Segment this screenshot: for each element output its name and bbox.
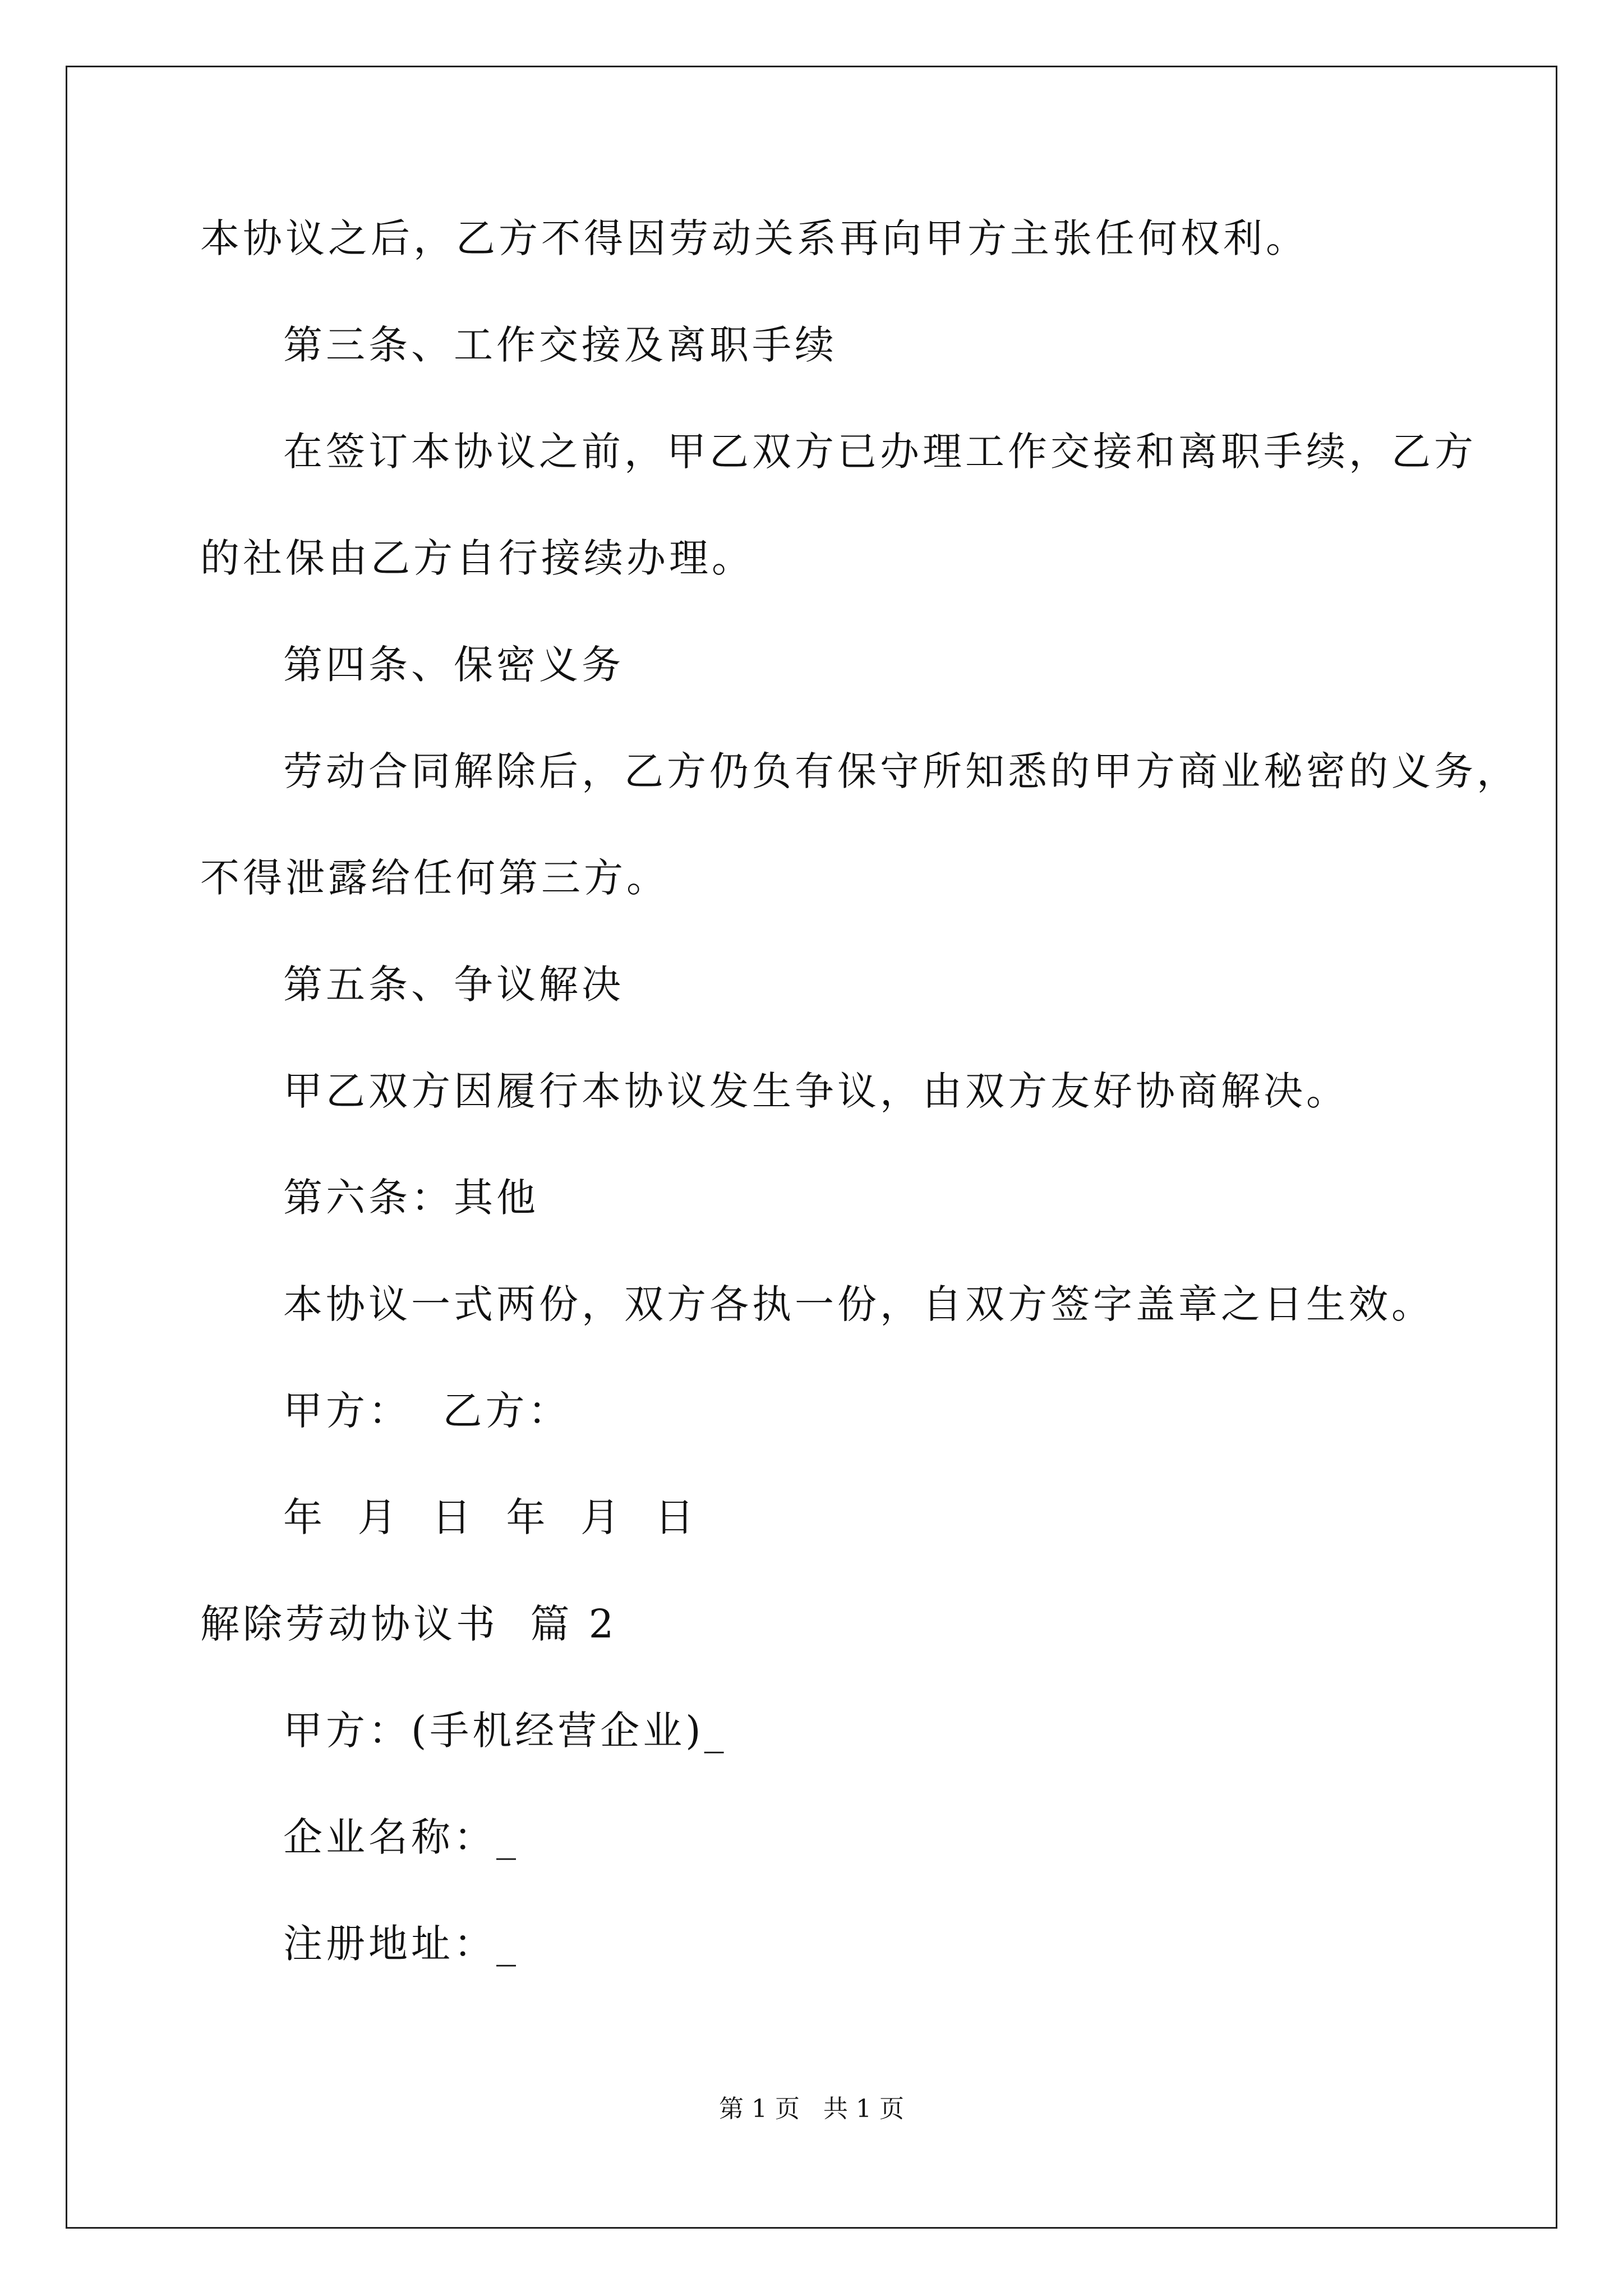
company-name-line: 企业名称：_ [283, 1814, 519, 1860]
article-5-text: 甲乙双方因履行本协议发生争议，由双方友好协商解决。 [283, 1068, 1349, 1114]
article-6-text: 本协议一式两份，双方各执一份，自双方签字盖章之日生效。 [283, 1281, 1434, 1327]
paragraph-continuation: 本协议之后，乙方不得因劳动关系再向甲方主张任何权利。 [200, 215, 1308, 261]
article-4-text-line-2: 不得泄露给任何第三方。 [200, 855, 669, 901]
article-3-text-line-2: 的社保由乙方自行接续办理。 [200, 535, 754, 581]
article-5-heading: 第五条、争议解决 [283, 961, 624, 1007]
article-3-heading: 第三条、工作交接及离职手续 [283, 322, 837, 368]
article-3-text-line-1: 在签订本协议之前，甲乙双方已办理工作交接和离职手续，乙方 [283, 429, 1477, 475]
page-footer: 第 1 页 共 1 页 [719, 2095, 904, 2123]
registered-address-line: 注册地址：_ [283, 1921, 519, 1967]
article-4-text-line-1: 劳动合同解除后，乙方仍负有保守所知悉的甲方商业秘密的义务， [283, 748, 1519, 794]
article-4-heading: 第四条、保密义务 [283, 642, 624, 688]
signature-dates: 年 月 日 年 月 日 [283, 1494, 698, 1540]
page-border [66, 66, 1557, 2229]
party-a-line: 甲方：(手机经营企业)_ [283, 1708, 727, 1754]
article-6-heading: 第六条：其他 [283, 1175, 539, 1221]
section-title-part-2: 解除劳动协议书 篇 2 [200, 1601, 617, 1647]
signature-parties: 甲方： 乙方： [283, 1388, 571, 1434]
